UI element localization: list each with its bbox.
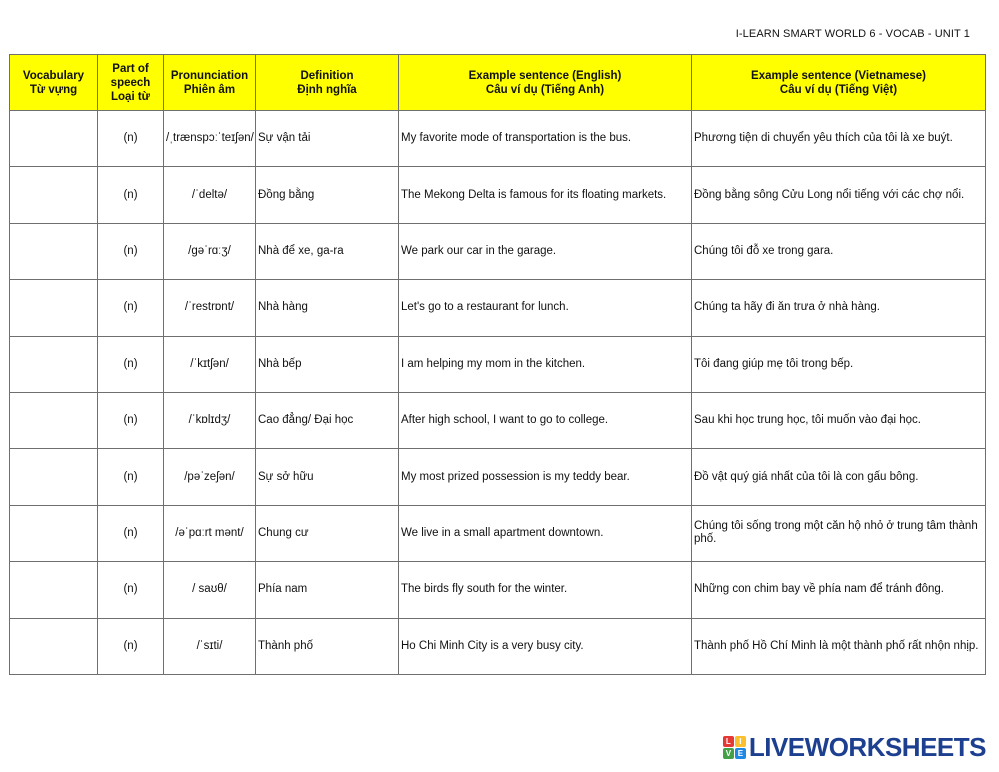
logo-tile: I: [735, 736, 746, 747]
table-row: [10, 618, 986, 674]
table-row: [10, 167, 986, 223]
table-row: [10, 223, 986, 279]
definition-cell: Nhà bếp: [256, 336, 399, 392]
example-english-cell: My favorite mode of transportation is the bus.: [399, 111, 692, 167]
col-header-part-of-speech: Part of speech Loại từ: [98, 55, 164, 111]
table-row: [10, 336, 986, 392]
vocabulary-cell[interactable]: [10, 618, 98, 674]
example-english-cell: The Mekong Delta is famous for its floating markets.: [399, 167, 692, 223]
vocabulary-answer-input[interactable]: [12, 522, 96, 544]
definition-cell: Nhà để xe, ga-ra: [256, 223, 399, 279]
vocabulary-cell[interactable]: [10, 562, 98, 618]
worksheet-title: I-LEARN SMART WORLD 6 - VOCAB - UNIT 1: [735, 28, 970, 40]
vocabulary-cell[interactable]: [10, 223, 98, 279]
pronunciation-cell: /ˌtrænspɔːˈteɪʃən/: [164, 111, 256, 167]
definition-cell: Thành phố: [256, 618, 399, 674]
part-of-speech-cell: (n): [98, 336, 164, 392]
part-of-speech-cell: (n): [98, 618, 164, 674]
example-vietnamese-cell: Những con chim bay về phía nam để tránh đông.: [692, 562, 986, 618]
pronunciation-cell: / saʊθ/: [164, 562, 256, 618]
logo-tile: L: [723, 736, 734, 747]
example-english-cell: I am helping my mom in the kitchen.: [399, 336, 692, 392]
col-header-example-vietnamese: Example sentence (Vietnamese) Câu ví dụ (Tiếng Việt): [692, 55, 986, 111]
definition-cell: Phía nam: [256, 562, 399, 618]
example-english-cell: My most prized possession is my teddy bear.: [399, 449, 692, 505]
example-vietnamese-cell: Chúng tôi sống trong một căn hộ nhỏ ở trung tâm thành phố.: [692, 505, 986, 561]
definition-cell: Sự vận tải: [256, 111, 399, 167]
example-vietnamese-cell: Chúng ta hãy đi ăn trưa ở nhà hàng.: [692, 280, 986, 336]
part-of-speech-cell: (n): [98, 392, 164, 448]
vocabulary-answer-input[interactable]: [12, 240, 96, 262]
liveworksheets-logo: [723, 732, 986, 763]
pronunciation-cell: /pəˈzeʃən/: [164, 449, 256, 505]
example-english-cell: The birds fly south for the winter.: [399, 562, 692, 618]
example-vietnamese-cell: Sau khi học trung học, tôi muốn vào đại học.: [692, 392, 986, 448]
col-header-definition: Definition Định nghĩa: [256, 55, 399, 111]
definition-cell: Chung cư: [256, 505, 399, 561]
example-english-cell: We live in a small apartment downtown.: [399, 505, 692, 561]
vocabulary-cell[interactable]: [10, 111, 98, 167]
vocab-table: [9, 54, 986, 675]
example-vietnamese-cell: Thành phố Hồ Chí Minh là một thành phố rất nhộn nhịp.: [692, 618, 986, 674]
vocabulary-cell[interactable]: [10, 505, 98, 561]
table-row: [10, 562, 986, 618]
example-english-cell: Ho Chi Minh City is a very busy city.: [399, 618, 692, 674]
col-header-pronunciation: Pronunciation Phiên âm: [164, 55, 256, 111]
pronunciation-cell: /ˈsɪti/: [164, 618, 256, 674]
col-header-vocabulary: Vocabulary Từ vựng: [10, 55, 98, 111]
part-of-speech-cell: (n): [98, 167, 164, 223]
vocabulary-answer-input[interactable]: [12, 579, 96, 601]
part-of-speech-cell: (n): [98, 111, 164, 167]
pronunciation-cell: /ˈdeltə/: [164, 167, 256, 223]
liveworksheets-icon: [723, 736, 746, 759]
vocabulary-cell[interactable]: [10, 336, 98, 392]
table-row: [10, 280, 986, 336]
definition-cell: Đồng bằng: [256, 167, 399, 223]
logo-tile: V: [723, 748, 734, 759]
pronunciation-cell: /ˈkɪtʃən/: [164, 336, 256, 392]
part-of-speech-cell: (n): [98, 223, 164, 279]
table-row: [10, 505, 986, 561]
part-of-speech-cell: (n): [98, 505, 164, 561]
example-vietnamese-cell: Đồng bằng sông Cửu Long nổi tiếng với các chợ nổi.: [692, 167, 986, 223]
definition-cell: Sự sở hữu: [256, 449, 399, 505]
table-row: [10, 449, 986, 505]
vocabulary-answer-input[interactable]: [12, 353, 96, 375]
col-header-example-english: Example sentence (English) Câu ví dụ (Tiếng Anh): [399, 55, 692, 111]
logo-tile: E: [735, 748, 746, 759]
example-english-cell: We park our car in the garage.: [399, 223, 692, 279]
pronunciation-cell: /ˈrestrɒnt/: [164, 280, 256, 336]
table-row: [10, 392, 986, 448]
example-vietnamese-cell: Đồ vật quý giá nhất của tôi là con gấu bông.: [692, 449, 986, 505]
vocabulary-answer-input[interactable]: [12, 297, 96, 319]
example-english-cell: Let's go to a restaurant for lunch.: [399, 280, 692, 336]
vocabulary-answer-input[interactable]: [12, 128, 96, 150]
vocabulary-answer-input[interactable]: [12, 635, 96, 657]
definition-cell: Cao đẳng/ Đại học: [256, 392, 399, 448]
example-english-cell: After high school, I want to go to college.: [399, 392, 692, 448]
pronunciation-cell: /gəˈrɑːʒ/: [164, 223, 256, 279]
vocabulary-cell[interactable]: [10, 392, 98, 448]
vocabulary-answer-input[interactable]: [12, 466, 96, 488]
pronunciation-cell: /əˈpɑːrt mənt/: [164, 505, 256, 561]
table-body: [10, 111, 986, 675]
definition-cell: Nhà hàng: [256, 280, 399, 336]
part-of-speech-cell: (n): [98, 562, 164, 618]
pronunciation-cell: /ˈkɒlɪdʒ/: [164, 392, 256, 448]
example-vietnamese-cell: Phương tiện di chuyển yêu thích của tôi là xe buýt.: [692, 111, 986, 167]
vocabulary-cell[interactable]: [10, 280, 98, 336]
table-row: [10, 111, 986, 167]
brand-text: LIVEWORKSHEETS: [748, 732, 986, 762]
part-of-speech-cell: (n): [98, 280, 164, 336]
vocabulary-answer-input[interactable]: [12, 184, 96, 206]
part-of-speech-cell: (n): [98, 449, 164, 505]
example-vietnamese-cell: Chúng tôi đỗ xe trong gara.: [692, 223, 986, 279]
example-vietnamese-cell: Tôi đang giúp mẹ tôi trong bếp.: [692, 336, 986, 392]
table-header-row: [10, 55, 986, 111]
vocabulary-cell[interactable]: [10, 167, 98, 223]
vocabulary-answer-input[interactable]: [12, 410, 96, 432]
vocabulary-cell[interactable]: [10, 449, 98, 505]
